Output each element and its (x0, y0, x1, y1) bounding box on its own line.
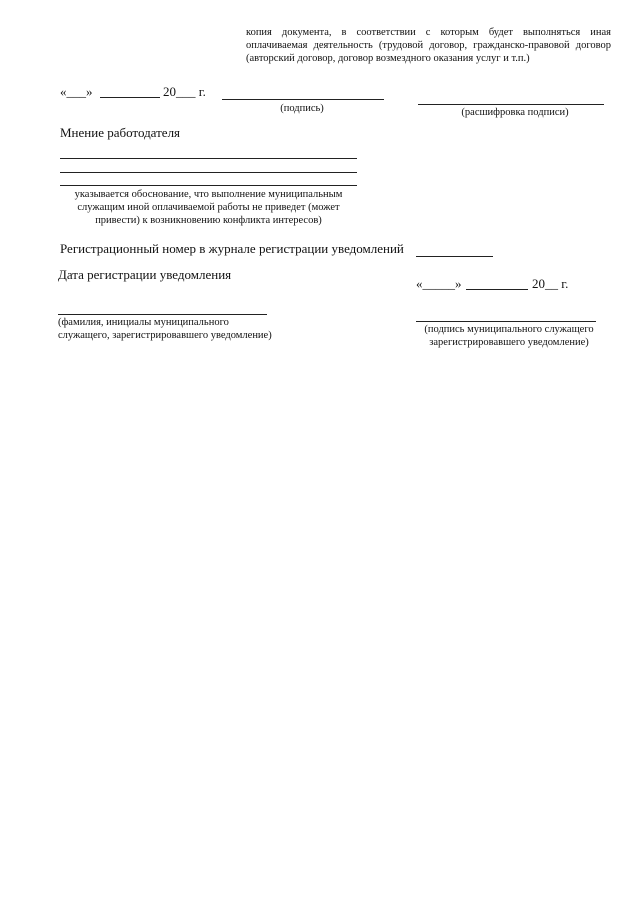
opinion-note-line-3: привести) к возникновению конфликта интересов) (95, 215, 322, 226)
attachment-note-line-3: (авторский договор, договор возмездного оказания услуг и т.п.) (246, 53, 530, 64)
signature-line (222, 99, 384, 100)
attachment-note-line-1: копия документа, в соответствии с которым будет выполняться иная (246, 27, 611, 38)
registration-year-field: 20__ г. (532, 276, 569, 291)
registration-day-field: «_____» (416, 276, 462, 291)
registrar-name-label-line-1: (фамилия, инициалы муниципального (58, 317, 229, 328)
registrar-sign-label-line-1: (подпись муниципального служащего (424, 324, 594, 335)
registration-month-line (466, 289, 528, 290)
employer-opinion-heading: Мнение работодателя (60, 125, 181, 140)
signature-label: (подпись) (280, 103, 324, 114)
registrar-name-label (58, 316, 272, 342)
attachment-note-line-2: оплачиваемая деятельность (трудовой договор, гражданско-правовой договор (246, 40, 611, 51)
opinion-line-3 (60, 185, 357, 186)
registrar-sign-line (416, 321, 596, 322)
registrar-name-label-line-2: служащего, зарегистрировавшего уведомление) (58, 330, 272, 341)
attachment-note (246, 26, 611, 65)
opinion-note-line-1: указывается обоснование, что выполнение муниципальным (74, 189, 343, 200)
opinion-line-1 (60, 158, 357, 159)
registration-number-label: Регистрационный номер в журнале регистрации уведомлений (60, 241, 404, 256)
date-day-field: «___» (60, 84, 93, 99)
date-year-field: 20___ г. (163, 84, 206, 99)
registration-date-label: Дата регистрации уведомления (58, 267, 232, 282)
registration-number-line (416, 256, 493, 257)
registrar-sign-label (414, 323, 604, 349)
signature-decode-line (418, 104, 604, 105)
opinion-line-2 (60, 172, 357, 173)
registrar-name-line (58, 314, 267, 315)
opinion-note-line-2: служащим иной оплачиваемой работы не приведет (может (77, 202, 340, 213)
registrar-sign-label-line-2: зарегистрировавшего уведомление) (429, 337, 589, 348)
signature-decode-label: (расшифровка подписи) (461, 107, 569, 118)
opinion-note (62, 188, 355, 227)
date-month-line (100, 97, 160, 98)
